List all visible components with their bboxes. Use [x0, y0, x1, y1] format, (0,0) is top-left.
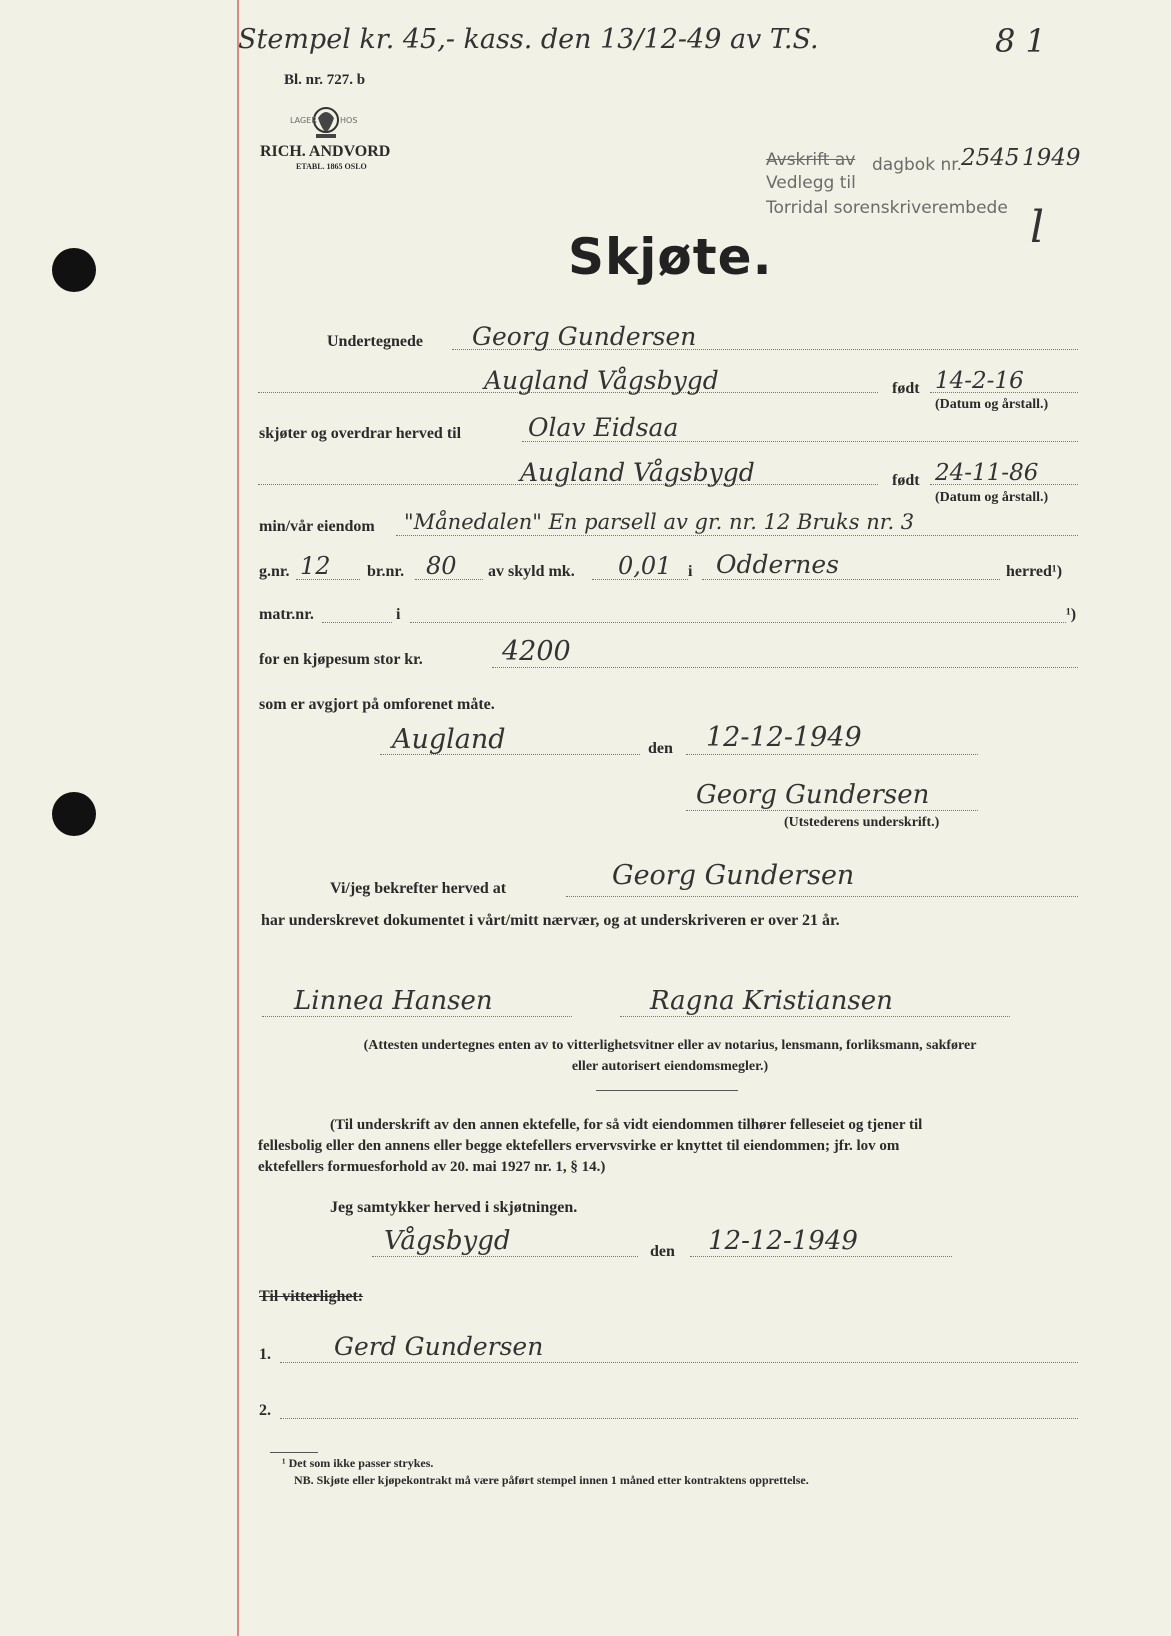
stamp-year: 1949 [1022, 145, 1081, 171]
witness-number-2: 2. [259, 1402, 271, 1419]
matr-end: ¹) [1066, 606, 1077, 623]
issuer-signature: Georg Gundersen [696, 780, 930, 810]
page-number: 8 1 [995, 22, 1046, 60]
witness-1-signature: Linnea Hansen [294, 986, 493, 1016]
dotted-line [702, 579, 1000, 580]
spouse-witness-signature: Gerd Gundersen [334, 1332, 544, 1361]
footnote-1: ¹ Det som ikke passer strykes. [282, 1456, 434, 1470]
datum-caption: (Datum og årstall.) [935, 490, 1049, 505]
seller-address: Augland Vågsbygd [484, 366, 719, 395]
witness-number-1: 1. [259, 1346, 271, 1363]
vitterlighet-label: Til vitterlighet: [259, 1288, 364, 1305]
footnote-rule [270, 1452, 318, 1453]
undertegnede-label: Undertegnede [327, 333, 423, 350]
sign-place: Augland [392, 724, 506, 755]
i-label: i [688, 563, 693, 580]
eiendom-value: "Månedalen" En parsell av gr. nr. 12 Bruks nr. 3 [404, 510, 915, 534]
brnr-label: br.nr. [367, 563, 405, 580]
spouse-paragraph [258, 1115, 1082, 1178]
publisher-name: RICH. ANDVORD [260, 143, 391, 160]
divider [596, 1090, 738, 1091]
skyld-value: 0,01 [618, 552, 672, 580]
witness-2-signature: Ragna Kristiansen [650, 986, 893, 1016]
punch-hole [52, 248, 96, 292]
dotted-line [686, 810, 978, 811]
publisher-sub: ETABL. 1865 OSLO [296, 162, 367, 171]
dotted-line [690, 1256, 952, 1257]
buyer-born: 24-11-86 [935, 460, 1039, 486]
dotted-line [262, 1016, 572, 1017]
stamp-dagbok-label: dagbok nr. [872, 155, 963, 175]
spouse-para-line2: fellesbolig eller den annens eller begge ektefellers ervervsvirke er knyttet til eiendommen; jfr. lov om [258, 1138, 900, 1154]
stamp-office: Torridal sorenskriverembede [766, 198, 1008, 218]
dotted-line [566, 896, 1078, 897]
kjopesum-value: 4200 [502, 636, 571, 667]
skyld-label: av skyld mk. [488, 563, 575, 580]
consent-place: Vågsbygd [384, 1226, 511, 1256]
datum-caption: (Datum og årstall.) [935, 397, 1049, 412]
stamp-avskrift: Avskrift av [766, 150, 856, 170]
fodt-label: født [892, 472, 920, 489]
attest-note-line1: (Attesten undertegnes enten av to vitterlighetsvitner eller av notarius, lensmann, forliksmann, sakfører [363, 1038, 977, 1053]
attest-text: har underskrevet dokumentet i vårt/mitt nærvær, og at underskriveren er over 21 år. [261, 912, 840, 929]
gnr-label: g.nr. [259, 563, 290, 580]
dotted-line [396, 535, 1078, 536]
dotted-line [322, 622, 392, 623]
dotted-line [410, 622, 1066, 623]
attest-note [258, 1035, 1082, 1077]
dotted-line [372, 1256, 638, 1257]
form-number: Bl. nr. 727. b [284, 72, 366, 88]
gnr-value: 12 [300, 552, 331, 580]
punch-hole [52, 792, 96, 836]
margin-line [237, 0, 239, 1636]
buyer-name: Olav Eidsaa [528, 413, 679, 442]
seal-label-left: LAGER [290, 116, 317, 125]
dotted-line [620, 1016, 1010, 1017]
den-label: den [650, 1243, 675, 1260]
footnote-2: NB. Skjøte eller kjøpekontrakt må være påført stempel innen 1 måned etter kontraktens opprettelse. [294, 1473, 809, 1487]
attest-note-line2: eller autorisert eiendomsmegler.) [571, 1059, 769, 1074]
herred-value: Oddernes [716, 550, 839, 579]
attest-name: Georg Gundersen [612, 860, 855, 891]
spouse-para-line1: (Til underskrift av den annen ektefelle, for så vidt eiendommen tilhører felleseiet og tjener til [330, 1117, 923, 1133]
spouse-para-line3: ektefellers formuesforhold av 20. mai 1927 nr. 1, § 14.) [258, 1159, 606, 1175]
skjoter-label: skjøter og overdrar herved til [259, 425, 462, 442]
eiendom-label: min/vår eiendom [259, 518, 375, 535]
attest-label: Vi/jeg bekrefter herved at [330, 880, 507, 897]
stamp-dagbok-number: 2545 [961, 145, 1020, 171]
avgjort-text: som er avgjort på omforenet måte. [259, 696, 495, 713]
issuer-caption: (Utstederens underskrift.) [784, 815, 940, 830]
dotted-line [280, 1362, 1078, 1363]
i-label: i [396, 606, 401, 623]
brnr-value: 80 [426, 552, 457, 580]
buyer-address: Augland Vågsbygd [520, 458, 755, 487]
dotted-line [686, 754, 978, 755]
stamp-mark: l [1030, 202, 1045, 253]
consent-date: 12-12-1949 [708, 1226, 858, 1256]
seal-label-right: HOS [340, 116, 358, 125]
consent-text: Jeg samtykker herved i skjøtningen. [330, 1199, 578, 1216]
document-title: Skjøte. [568, 228, 773, 286]
stamp-vedlegg: Vedlegg til [766, 173, 856, 193]
handwritten-stamp-note: Stempel kr. 45,- kass. den 13/12-49 av T.S. [238, 24, 819, 55]
fodt-label: født [892, 380, 920, 397]
kjopesum-label: for en kjøpesum stor kr. [259, 651, 423, 668]
seller-name: Georg Gundersen [472, 322, 697, 351]
dotted-line [280, 1418, 1078, 1419]
herred-label: herred¹) [1006, 563, 1063, 580]
sign-date: 12-12-1949 [706, 722, 862, 753]
seller-born: 14-2-16 [935, 368, 1024, 394]
matr-label: matr.nr. [259, 606, 314, 623]
dotted-line [492, 667, 1078, 668]
den-label: den [648, 740, 673, 757]
